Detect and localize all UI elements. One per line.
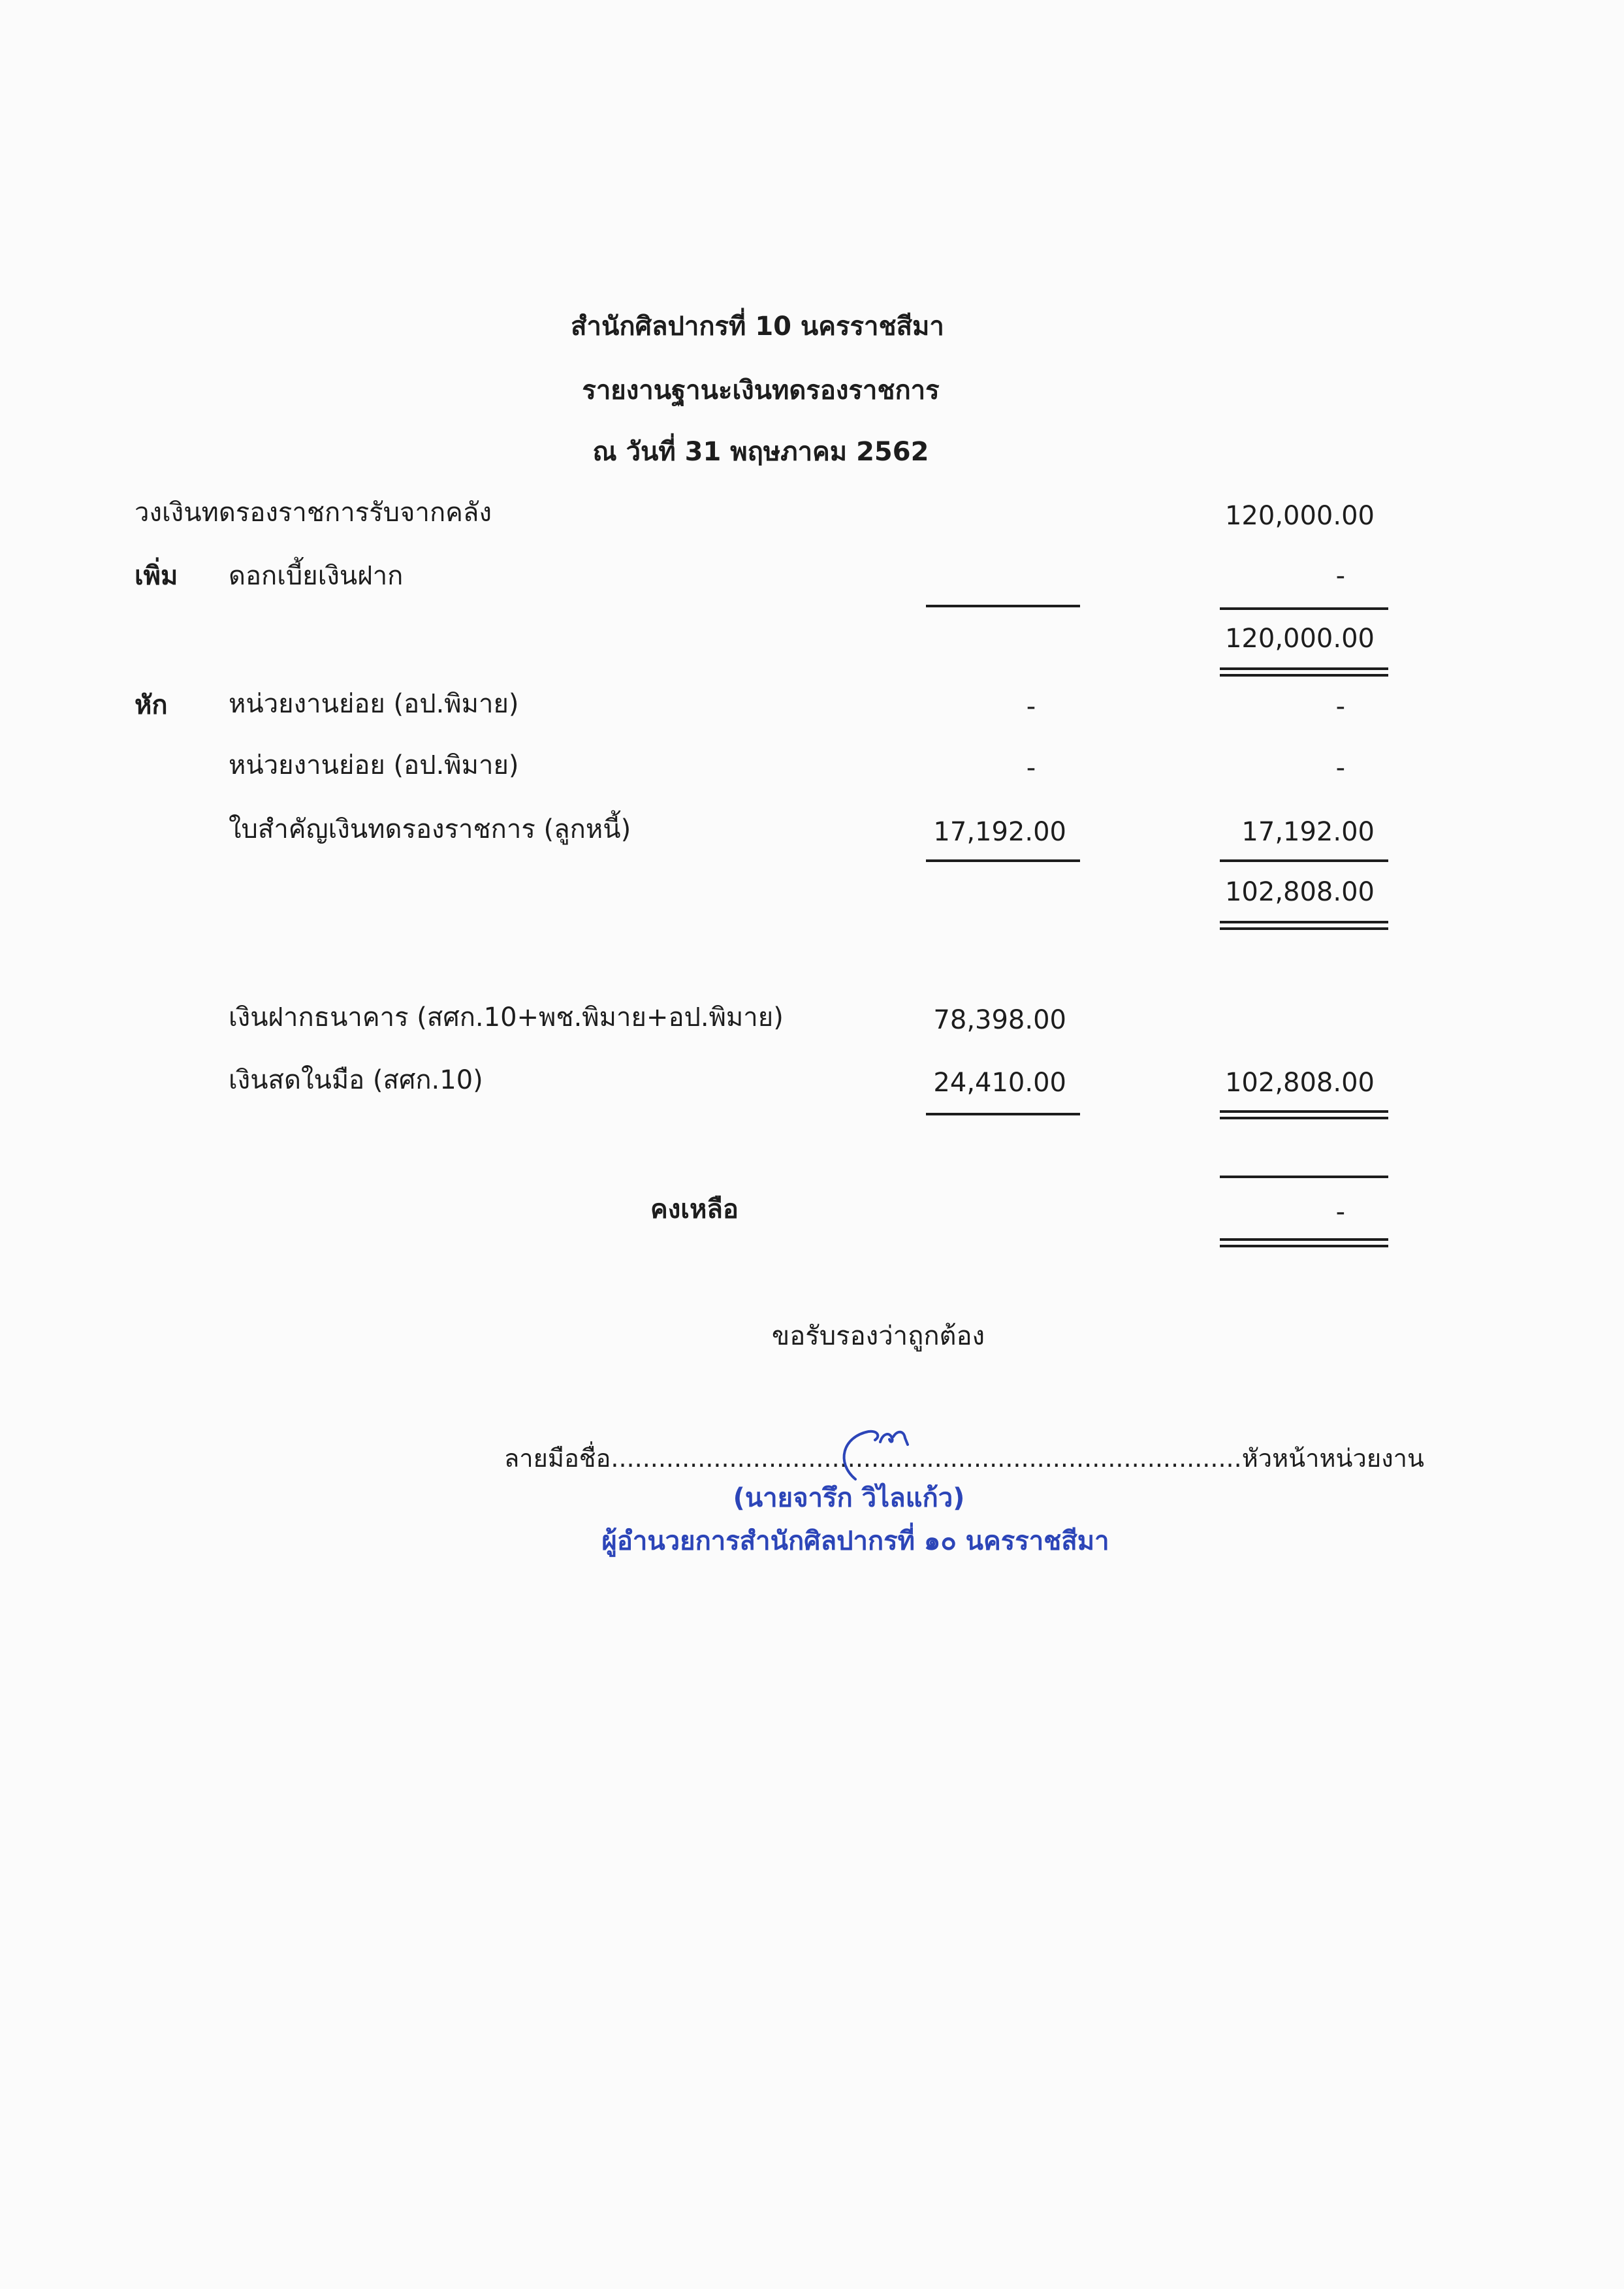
deduct-keyword: หัก: [135, 690, 168, 720]
certify-text: ขอรับรองว่าถูกต้อง: [771, 1321, 985, 1351]
add-label: ดอกเบี้ยเงินฝาก: [229, 561, 404, 591]
col1-rule: [926, 1113, 1080, 1115]
header-office: สำนักศิลปากรที่ 10 นครราชสีมา: [571, 312, 944, 342]
signer-position: ผู้อำนวยการสำนักศิลปากรที่ ๑๐ นครราชสีมา: [601, 1526, 1109, 1556]
signature-line: ลายมือชื่อ................................................................................หัวหน้าหน่วยงาน: [504, 1444, 1424, 1473]
deduct-item-col1: -: [1026, 753, 1036, 783]
deduct-item-col1: -: [1026, 692, 1036, 722]
add-keyword: เพิ่ม: [135, 561, 178, 591]
header-date: ณ วันที่ 31 พฤษภาคม 2562: [592, 437, 929, 467]
deduct-item-label: หน่วยงานย่อย (อป.พิมาย): [229, 750, 519, 780]
cash-on-hand-label: เงินสดในมือ (สศก.10): [229, 1065, 483, 1095]
deduct-item-label: ใบสำคัญเงินทดรองราชการ (ลูกหนี้): [229, 814, 631, 844]
cash-on-hand-amount: 24,410.00: [933, 1068, 1066, 1098]
balance-label: คงเหลือ: [650, 1194, 739, 1225]
deduct-item-label: หน่วยงานย่อย (อป.พิมาย): [229, 689, 519, 719]
handwritten-signature: [810, 1417, 953, 1489]
header-report-title: รายงานฐานะเงินทดรองราชการ: [582, 376, 940, 406]
double-rule: [1220, 1110, 1388, 1119]
deduct-item-col2: 17,192.00: [1241, 817, 1375, 847]
subtotal-2: 102,808.00: [1224, 877, 1375, 907]
balance-amount: -: [1335, 1197, 1345, 1227]
col2-rule: [1220, 607, 1388, 610]
bank-deposit-amount: 78,398.00: [933, 1005, 1066, 1035]
col1-rule: [926, 605, 1080, 607]
col2-rule: [1220, 859, 1388, 862]
deduct-item-col1: 17,192.00: [933, 817, 1066, 847]
add-amount: -: [1335, 561, 1345, 591]
col1-rule: [926, 859, 1080, 862]
double-rule: [1220, 921, 1388, 930]
credit-line-label: วงเงินทดรองราชการรับจากคลัง: [135, 498, 492, 528]
col2-rule: [1220, 1176, 1388, 1178]
signer-name: (นายจารึก วิไลแก้ว): [733, 1483, 965, 1513]
cash-total: 102,808.00: [1224, 1068, 1375, 1098]
credit-line-amount: 120,000.00: [1224, 501, 1375, 531]
deduct-item-col2: -: [1335, 753, 1345, 783]
bank-deposit-label: เงินฝากธนาคาร (สศก.10+พช.พิมาย+อป.พิมาย): [229, 1002, 784, 1032]
deduct-item-col2: -: [1335, 692, 1345, 722]
double-rule: [1220, 667, 1388, 677]
subtotal-1: 120,000.00: [1224, 624, 1375, 654]
double-rule: [1220, 1238, 1388, 1247]
